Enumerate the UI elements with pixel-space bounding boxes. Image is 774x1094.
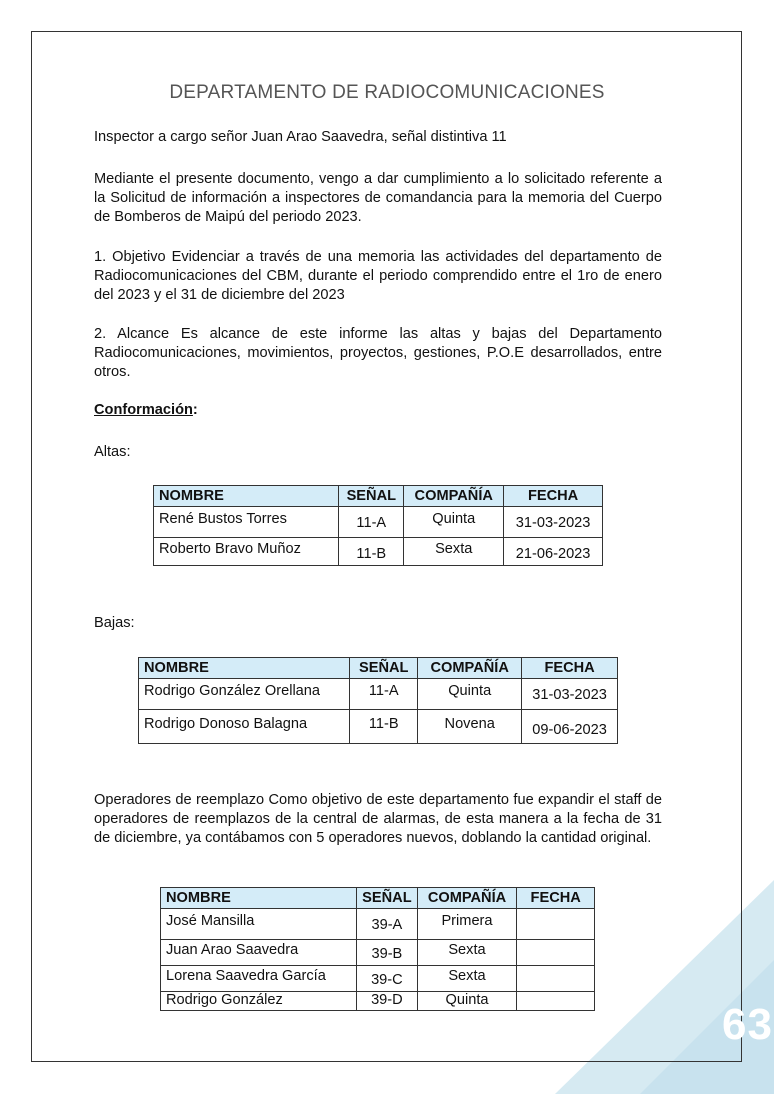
- conformation-heading-text: Conformación: [94, 402, 193, 418]
- cell-senal: 39-A: [357, 909, 417, 940]
- cell-nombre: Roberto Bravo Muñoz: [154, 538, 339, 566]
- scope-paragraph: 2. Alcance Es alcance de este informe las altas y bajas del Departamento Radiocomunicaciones, movimientos, proyectos, gestiones, P.O.E desarrollados, entre otros.: [94, 326, 662, 380]
- table-row: [161, 992, 595, 1011]
- table-header-row: [161, 888, 595, 909]
- cell-senal: 39-B: [357, 940, 417, 966]
- cell-nombre: Rodrigo González Orellana: [139, 679, 350, 710]
- column-header-senal: SEÑAL: [357, 888, 417, 909]
- cell-nombre: Juan Arao Saavedra: [161, 940, 357, 966]
- cell-senal: 11-B: [339, 538, 404, 566]
- cell-fecha: 31-03-2023: [522, 679, 618, 710]
- cell-nombre: Rodrigo González: [161, 992, 357, 1011]
- column-header-fecha: FECHA: [504, 486, 603, 507]
- conformation-heading-colon: :: [192, 402, 198, 418]
- column-header-senal: SEÑAL: [350, 658, 418, 679]
- table-row: [154, 538, 603, 566]
- column-header-nombre: NOMBRE: [154, 486, 339, 507]
- column-header-fecha: FECHA: [522, 658, 618, 679]
- page-title: DEPARTAMENTO DE RADIOCOMUNICACIONES: [169, 82, 605, 103]
- conformation-heading: [94, 402, 198, 418]
- table-row: [161, 940, 595, 966]
- table-row: [139, 679, 618, 710]
- operators-paragraph: Operadores de reemplazo Como objetivo de este departamento fue expandir el staff de operadores de reemplazos de la central de alarmas, de esta manera a la fecha de 31 de diciembre, ya contábamos con 5 operadores nuevos, doblando la cantidad original.: [94, 792, 662, 846]
- cell-senal: 39-D: [357, 992, 417, 1011]
- cell-nombre: René Bustos Torres: [154, 507, 339, 538]
- column-header-nombre: NOMBRE: [139, 658, 350, 679]
- cell-compania: Sexta: [417, 940, 517, 966]
- cell-fecha: [517, 909, 595, 940]
- column-header-compania: COMPAÑÍA: [404, 486, 504, 507]
- operators-table: [160, 887, 595, 1011]
- cell-compania: Primera: [417, 909, 517, 940]
- cell-fecha: [517, 966, 595, 992]
- cell-compania: Quinta: [404, 507, 504, 538]
- cell-compania: Quinta: [418, 679, 522, 710]
- table-row: [161, 909, 595, 940]
- cell-fecha: 09-06-2023: [522, 710, 618, 744]
- cell-compania: Novena: [418, 710, 522, 744]
- table-row: [161, 966, 595, 992]
- cell-fecha: 21-06-2023: [504, 538, 603, 566]
- column-header-compania: COMPAÑÍA: [417, 888, 517, 909]
- table-row: [139, 710, 618, 744]
- table-row: [154, 507, 603, 538]
- bajas-table: [138, 657, 618, 744]
- intro-paragraph: Mediante el presente documento, vengo a dar cumplimiento a lo solicitado referente a la Solicitud de información a inspectores de comandancia para la memoria del Cuerpo de Bomberos de Maipú del periodo 2023.: [94, 171, 662, 225]
- objective-paragraph: 1. Objetivo Evidenciar a través de una memoria las actividades del departamento de Radiocomunicaciones del CBM, durante el periodo comprendido entre el 1ro de enero del 2023 y el 31 de diciembre del 2023: [94, 249, 662, 303]
- column-header-fecha: FECHA: [517, 888, 595, 909]
- cell-nombre: Lorena Saavedra García: [161, 966, 357, 992]
- cell-fecha: [517, 940, 595, 966]
- cell-fecha: [517, 992, 595, 1011]
- column-header-compania: COMPAÑÍA: [418, 658, 522, 679]
- altas-table: [153, 485, 603, 566]
- cell-compania: Sexta: [417, 966, 517, 992]
- cell-nombre: José Mansilla: [161, 909, 357, 940]
- altas-label: Altas:: [94, 444, 131, 460]
- table-header-row: [154, 486, 603, 507]
- cell-compania: Sexta: [404, 538, 504, 566]
- cell-senal: 11-A: [350, 679, 418, 710]
- cell-nombre: Rodrigo Donoso Balagna: [139, 710, 350, 744]
- inspector-line: Inspector a cargo señor Juan Arao Saavedra, señal distintiva 11: [94, 129, 507, 145]
- cell-senal: 11-B: [350, 710, 418, 744]
- column-header-senal: SEÑAL: [339, 486, 404, 507]
- cell-senal: 39-C: [357, 966, 417, 992]
- column-header-nombre: NOMBRE: [161, 888, 357, 909]
- cell-fecha: 31-03-2023: [504, 507, 603, 538]
- table-header-row: [139, 658, 618, 679]
- page-number: 63: [722, 1000, 773, 1049]
- cell-compania: Quinta: [417, 992, 517, 1011]
- bajas-label: Bajas:: [94, 615, 135, 631]
- cell-senal: 11-A: [339, 507, 404, 538]
